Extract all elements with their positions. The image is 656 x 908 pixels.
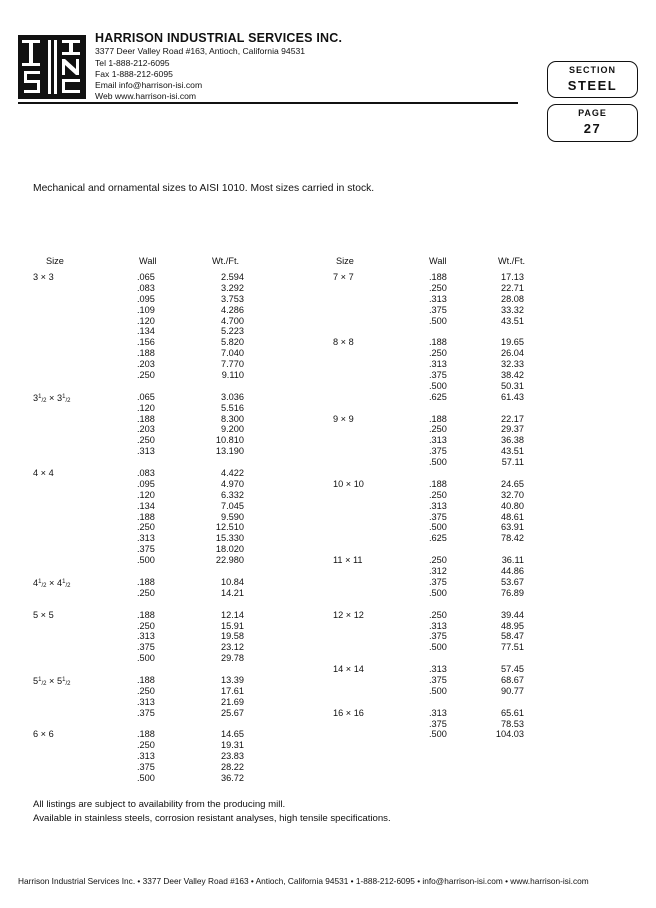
right-weight-cell: 17.13 bbox=[501, 272, 524, 282]
left-size-label: 4 × 4 bbox=[33, 468, 54, 479]
left-weight-cell: 5.516 bbox=[221, 402, 244, 413]
left-wall-cell: .065 bbox=[137, 391, 155, 402]
right-size-blank bbox=[333, 675, 383, 686]
left-wall-column bbox=[137, 272, 167, 784]
right-size-blank bbox=[333, 719, 383, 730]
right-wall-cell: .313 bbox=[429, 664, 447, 675]
left-weight-cell: 28.22 bbox=[221, 762, 244, 773]
left-weight-cell: 14.21 bbox=[221, 587, 244, 598]
page-tag-value: 27 bbox=[583, 121, 602, 136]
right-wall-cell: .313 bbox=[429, 707, 447, 718]
right-wall-cell: .250 bbox=[429, 424, 447, 435]
right-size-blank bbox=[333, 729, 383, 740]
left-weight-cell: 29.78 bbox=[221, 653, 244, 664]
right-size-label: 16 × 16 bbox=[333, 707, 364, 718]
left-weight-cell: 6.332 bbox=[221, 489, 244, 500]
right-size-label: 14 × 14 bbox=[333, 664, 364, 675]
left-weight-cell: 36.72 bbox=[221, 772, 244, 783]
page-tag bbox=[547, 104, 638, 142]
left-wall-cell: .313 bbox=[137, 696, 155, 707]
right-weight-cell: 40.80 bbox=[501, 500, 524, 511]
right-weight-cell: 36.11 bbox=[501, 555, 524, 566]
right-weight-cell: 39.44 bbox=[501, 609, 524, 620]
right-size-blank bbox=[333, 533, 383, 544]
right-weight-cell: 53.67 bbox=[501, 576, 524, 587]
right-weight-cell: 28.08 bbox=[501, 293, 524, 304]
right-wall-cell: .375 bbox=[429, 674, 447, 685]
right-weight-cell: 58.47 bbox=[501, 631, 524, 642]
company-tel: Tel 1-888-212-6095 bbox=[95, 58, 170, 68]
right-wall-cell: .250 bbox=[429, 348, 447, 359]
left-weight-cell: 7.040 bbox=[221, 348, 244, 359]
left-size-blank bbox=[33, 359, 103, 370]
right-size-blank bbox=[333, 588, 383, 599]
left-size-blank bbox=[33, 544, 103, 555]
left-weight-cell: 21.69 bbox=[221, 696, 244, 707]
company-fax: Fax 1-888-212-6095 bbox=[95, 69, 173, 79]
left-weight-cell: 5.820 bbox=[221, 337, 244, 348]
left-wall-cell: .120 bbox=[137, 489, 155, 500]
left-weight-cell: 9.110 bbox=[221, 370, 244, 381]
left-size-blank bbox=[33, 326, 103, 337]
right-weight-cell: 90.77 bbox=[501, 685, 524, 696]
left-weight-cell: 15.330 bbox=[215, 533, 244, 544]
company-web: Web www.harrison-isi.com bbox=[95, 91, 197, 101]
left-size-blank bbox=[33, 512, 103, 523]
left-wall-cell: .120 bbox=[137, 402, 155, 413]
left-wall-cell: .375 bbox=[137, 544, 155, 555]
right-weight-cell: 43.51 bbox=[501, 315, 524, 326]
left-weight-cell: 18.020 bbox=[215, 544, 244, 555]
left-wall-cell: .120 bbox=[137, 315, 155, 326]
right-wall-cell: .500 bbox=[429, 522, 447, 533]
right-weight-cell: 43.51 bbox=[501, 446, 524, 457]
right-wall-cell: .375 bbox=[429, 718, 447, 729]
left-wall-header: Wall bbox=[139, 256, 157, 266]
right-size-blank bbox=[333, 501, 383, 512]
left-weight-cell: 9.200 bbox=[221, 424, 244, 435]
left-size-blank bbox=[33, 773, 103, 784]
right-wall-cell: .250 bbox=[429, 489, 447, 500]
right-size-label: 12 × 12 bbox=[333, 609, 364, 620]
right-wall-cell: .188 bbox=[429, 478, 447, 489]
page-tag-label: PAGE bbox=[578, 108, 607, 118]
right-size-blank bbox=[333, 370, 383, 381]
right-weight-cell: 68.67 bbox=[501, 674, 524, 685]
left-wall-cell: .375 bbox=[137, 642, 155, 653]
left-size-label: 6 × 6 bbox=[33, 729, 54, 740]
left-weight-cell: 4.422 bbox=[221, 468, 244, 479]
left-weight-cell: 4.286 bbox=[221, 304, 244, 315]
left-size-blank bbox=[33, 555, 103, 566]
left-size-column bbox=[33, 272, 103, 784]
right-size-blank bbox=[333, 316, 383, 327]
left-weight-cell: 5.223 bbox=[221, 326, 244, 337]
left-size-label: 3 × 3 bbox=[33, 272, 54, 282]
right-wall-cell: .313 bbox=[429, 500, 447, 511]
right-size-blank bbox=[333, 577, 383, 588]
right-wall-cell: .500 bbox=[429, 457, 447, 468]
left-wall-cell: .250 bbox=[137, 435, 155, 446]
left-wall-cell: .134 bbox=[137, 500, 155, 511]
left-size-blank bbox=[33, 370, 103, 381]
right-weight-cell: 22.71 bbox=[501, 282, 524, 293]
left-wall-cell: .134 bbox=[137, 326, 155, 337]
left-size-blank bbox=[33, 740, 103, 751]
right-weight-cell: 48.61 bbox=[501, 511, 524, 522]
left-weight-cell: 23.83 bbox=[221, 751, 244, 762]
header-divider bbox=[18, 102, 518, 104]
left-weight-cell: 12.14 bbox=[221, 609, 244, 620]
left-size-blank bbox=[33, 653, 103, 664]
left-size-label: $4^1_{/2} \times 4^1_{/2}$ bbox=[33, 577, 71, 589]
right-size-blank bbox=[333, 348, 383, 359]
left-size-blank bbox=[33, 479, 103, 490]
section-tag-label: SECTION bbox=[568, 65, 616, 75]
right-weight-cell: 65.61 bbox=[501, 707, 524, 718]
left-size-label: $3^1_{/2} \times 3^1_{/2}$ bbox=[33, 392, 71, 404]
right-weight-cell: 22.17 bbox=[501, 413, 524, 424]
right-weight-cell: 50.31 bbox=[501, 380, 524, 391]
left-weight-cell: 25.67 bbox=[221, 707, 244, 718]
right-wt-header: Wt./Ft. bbox=[498, 256, 526, 266]
right-size-blank bbox=[333, 512, 383, 523]
right-wall-cell: .375 bbox=[429, 370, 447, 381]
right-size-label: 10 × 10 bbox=[333, 478, 364, 489]
right-size-blank bbox=[333, 686, 383, 697]
left-size-blank bbox=[33, 522, 103, 533]
section-tag bbox=[547, 61, 638, 98]
left-wall-cell: .313 bbox=[137, 533, 155, 544]
left-weight-cell: 14.65 bbox=[221, 729, 244, 740]
right-wall-cell: .250 bbox=[429, 282, 447, 293]
right-wall-cell: .313 bbox=[429, 359, 447, 370]
right-wall-cell: .500 bbox=[429, 587, 447, 598]
left-wall-cell: .109 bbox=[137, 304, 155, 315]
left-weight-cell: 2.594 bbox=[221, 272, 244, 282]
left-weight-cell: 12.510 bbox=[215, 522, 244, 533]
left-wall-cell: .188 bbox=[137, 413, 155, 424]
right-size-blank bbox=[333, 294, 383, 305]
company-name: HARRISON INDUSTRIAL SERVICES INC. bbox=[95, 31, 343, 45]
right-weight-cell: 78.42 bbox=[501, 533, 524, 544]
right-size-blank bbox=[333, 631, 383, 642]
left-wall-cell: .500 bbox=[137, 772, 155, 783]
left-size-header: Size bbox=[46, 256, 64, 266]
right-wall-cell: .500 bbox=[429, 380, 447, 391]
left-weight-cell: 13.190 bbox=[215, 446, 244, 457]
left-size-blank bbox=[33, 424, 103, 435]
left-weight-cell: 17.61 bbox=[221, 685, 244, 696]
right-weight-cell: 76.89 bbox=[501, 587, 524, 598]
right-weight-cell: 33.32 bbox=[501, 304, 524, 315]
left-size-blank bbox=[33, 642, 103, 653]
right-weight-column bbox=[476, 272, 524, 740]
left-weight-column bbox=[198, 272, 244, 784]
right-size-blank bbox=[333, 435, 383, 446]
left-size-blank bbox=[33, 283, 103, 294]
left-weight-cell: 22.980 bbox=[215, 555, 244, 566]
left-wall-cell: .250 bbox=[137, 740, 155, 751]
right-wall-cell: .625 bbox=[429, 391, 447, 402]
right-weight-cell: 26.04 bbox=[501, 348, 524, 359]
intro-text: Mechanical and ornamental sizes to AISI 1010. Most sizes carried in stock. bbox=[33, 183, 375, 194]
left-size-blank bbox=[33, 446, 103, 457]
left-size-blank bbox=[33, 708, 103, 719]
left-size-blank bbox=[33, 435, 103, 446]
left-size-blank bbox=[33, 294, 103, 305]
right-weight-cell: 44.86 bbox=[501, 566, 524, 577]
right-weight-cell: 19.65 bbox=[501, 337, 524, 348]
left-wall-cell: .250 bbox=[137, 522, 155, 533]
left-weight-cell: 9.590 bbox=[221, 511, 244, 522]
left-wall-cell: .203 bbox=[137, 359, 155, 370]
left-size-blank bbox=[33, 762, 103, 773]
right-size-blank bbox=[333, 566, 383, 577]
right-size-label: 9 × 9 bbox=[333, 413, 354, 424]
left-weight-cell: 15.91 bbox=[221, 620, 244, 631]
right-wall-cell: .375 bbox=[429, 511, 447, 522]
right-wall-header: Wall bbox=[429, 256, 447, 266]
left-wall-cell: .250 bbox=[137, 620, 155, 631]
right-wall-column bbox=[429, 272, 459, 740]
materials-note: Available in stainless steels, corrosion resistant analyses, high tensile specifications. bbox=[33, 813, 391, 824]
right-wall-cell: .375 bbox=[429, 446, 447, 457]
left-size-blank bbox=[33, 337, 103, 348]
left-wall-cell: .250 bbox=[137, 685, 155, 696]
right-wall-cell: .375 bbox=[429, 304, 447, 315]
right-size-blank bbox=[333, 392, 383, 403]
left-size-blank bbox=[33, 686, 103, 697]
left-size-blank bbox=[33, 490, 103, 501]
left-size-blank bbox=[33, 414, 103, 425]
right-wall-cell: .375 bbox=[429, 631, 447, 642]
left-weight-cell: 4.700 bbox=[221, 315, 244, 326]
right-size-blank bbox=[333, 642, 383, 653]
left-wall-cell: .313 bbox=[137, 446, 155, 457]
right-size-blank bbox=[333, 305, 383, 316]
left-wall-cell: .250 bbox=[137, 370, 155, 381]
left-weight-cell: 23.12 bbox=[221, 642, 244, 653]
right-size-blank bbox=[333, 381, 383, 392]
left-weight-cell: 10.810 bbox=[215, 435, 244, 446]
left-weight-cell: 3.753 bbox=[221, 293, 244, 304]
left-size-blank bbox=[33, 751, 103, 762]
right-weight-cell: 29.37 bbox=[501, 424, 524, 435]
right-weight-cell: 24.65 bbox=[501, 478, 524, 489]
left-size-label: 5 × 5 bbox=[33, 609, 54, 620]
left-weight-cell: 7.045 bbox=[221, 500, 244, 511]
right-weight-cell: 104.03 bbox=[495, 729, 524, 740]
left-size-blank bbox=[33, 305, 103, 316]
left-weight-cell: 3.292 bbox=[221, 282, 244, 293]
right-weight-cell: 63.91 bbox=[501, 522, 524, 533]
left-size-blank bbox=[33, 621, 103, 632]
left-weight-cell: 19.58 bbox=[221, 631, 244, 642]
right-size-blank bbox=[333, 490, 383, 501]
left-weight-cell: 10.84 bbox=[221, 576, 244, 587]
right-size-blank bbox=[333, 359, 383, 370]
right-size-label: 7 × 7 bbox=[333, 272, 354, 282]
right-wall-cell: .313 bbox=[429, 293, 447, 304]
left-wall-cell: .095 bbox=[137, 293, 155, 304]
left-wall-cell: .188 bbox=[137, 609, 155, 620]
right-wall-cell: .313 bbox=[429, 620, 447, 631]
section-tag-value: STEEL bbox=[567, 78, 618, 93]
right-wall-cell: .188 bbox=[429, 337, 447, 348]
right-weight-cell: 78.53 bbox=[501, 718, 524, 729]
left-wall-cell: .188 bbox=[137, 511, 155, 522]
left-wall-cell: .313 bbox=[137, 631, 155, 642]
left-wall-cell: .188 bbox=[137, 576, 155, 587]
left-weight-cell: 19.31 bbox=[221, 740, 244, 751]
left-wall-cell: .500 bbox=[137, 653, 155, 664]
company-address: 3377 Deer Valley Road #163, Antioch, California 94531 bbox=[95, 46, 306, 56]
right-size-header: Size bbox=[336, 256, 354, 266]
right-size-blank bbox=[333, 446, 383, 457]
right-size-label: 8 × 8 bbox=[333, 337, 354, 348]
right-wall-cell: .375 bbox=[429, 576, 447, 587]
right-weight-cell: 77.51 bbox=[501, 642, 524, 653]
left-wall-cell: .065 bbox=[137, 272, 155, 282]
right-wall-cell: .188 bbox=[429, 272, 447, 282]
right-weight-cell: 61.43 bbox=[501, 391, 524, 402]
right-wall-cell: .188 bbox=[429, 413, 447, 424]
left-weight-cell: 13.39 bbox=[221, 674, 244, 685]
left-wall-cell: .188 bbox=[137, 348, 155, 359]
left-size-blank bbox=[33, 697, 103, 708]
right-wall-cell: .500 bbox=[429, 729, 447, 740]
left-wall-cell: .083 bbox=[137, 468, 155, 479]
left-wall-cell: .375 bbox=[137, 762, 155, 773]
left-size-blank bbox=[33, 501, 103, 512]
left-weight-cell: 4.970 bbox=[221, 478, 244, 489]
left-wt-header: Wt./Ft. bbox=[212, 256, 240, 266]
right-wall-cell: .625 bbox=[429, 533, 447, 544]
left-weight-cell: 3.036 bbox=[221, 391, 244, 402]
right-weight-cell: 57.45 bbox=[501, 664, 524, 675]
right-size-blank bbox=[333, 424, 383, 435]
left-wall-cell: .313 bbox=[137, 751, 155, 762]
right-wall-cell: .500 bbox=[429, 315, 447, 326]
right-size-blank bbox=[333, 283, 383, 294]
right-wall-cell: .250 bbox=[429, 609, 447, 620]
left-size-blank bbox=[33, 631, 103, 642]
left-wall-cell: .188 bbox=[137, 674, 155, 685]
left-wall-cell: .375 bbox=[137, 707, 155, 718]
left-wall-cell: .188 bbox=[137, 729, 155, 740]
right-weight-cell: 32.33 bbox=[501, 359, 524, 370]
left-wall-cell: .156 bbox=[137, 337, 155, 348]
right-size-blank bbox=[333, 621, 383, 632]
left-wall-cell: .250 bbox=[137, 587, 155, 598]
left-wall-cell: .203 bbox=[137, 424, 155, 435]
right-weight-cell: 48.95 bbox=[501, 620, 524, 631]
left-wall-cell: .500 bbox=[137, 555, 155, 566]
right-weight-cell: 36.38 bbox=[501, 435, 524, 446]
right-wall-cell: .500 bbox=[429, 685, 447, 696]
availability-note: All listings are subject to availability from the producing mill. bbox=[33, 799, 286, 810]
left-weight-cell: 7.770 bbox=[221, 359, 244, 370]
left-size-blank bbox=[33, 348, 103, 359]
right-wall-cell: .313 bbox=[429, 435, 447, 446]
company-logo bbox=[18, 35, 86, 99]
right-wall-cell: .500 bbox=[429, 642, 447, 653]
left-size-blank bbox=[33, 533, 103, 544]
right-size-label: 11 × 11 bbox=[333, 555, 363, 566]
right-size-column bbox=[333, 272, 383, 740]
left-wall-cell: .095 bbox=[137, 478, 155, 489]
left-size-blank bbox=[33, 588, 103, 599]
left-wall-cell: .083 bbox=[137, 282, 155, 293]
left-size-blank bbox=[33, 316, 103, 327]
right-size-blank bbox=[333, 522, 383, 533]
right-weight-cell: 57.11 bbox=[501, 457, 524, 468]
left-weight-cell: 8.300 bbox=[221, 413, 244, 424]
right-wall-cell: .250 bbox=[429, 555, 447, 566]
right-size-blank bbox=[333, 457, 383, 468]
page-footer: Harrison Industrial Services Inc. • 3377 Deer Valley Road #163 • Antioch, California 94531 • 1-888-212-6095 • info@harrison-isi.com • www.harrison-isi.com bbox=[18, 876, 589, 886]
right-weight-cell: 38.42 bbox=[501, 370, 524, 381]
right-wall-cell: .312 bbox=[429, 566, 447, 577]
left-size-label: $5^1_{/2} \times 5^1_{/2}$ bbox=[33, 675, 71, 687]
company-email: Email info@harrison-isi.com bbox=[95, 80, 203, 90]
right-weight-cell: 32.70 bbox=[501, 489, 524, 500]
left-size-blank bbox=[33, 403, 103, 414]
